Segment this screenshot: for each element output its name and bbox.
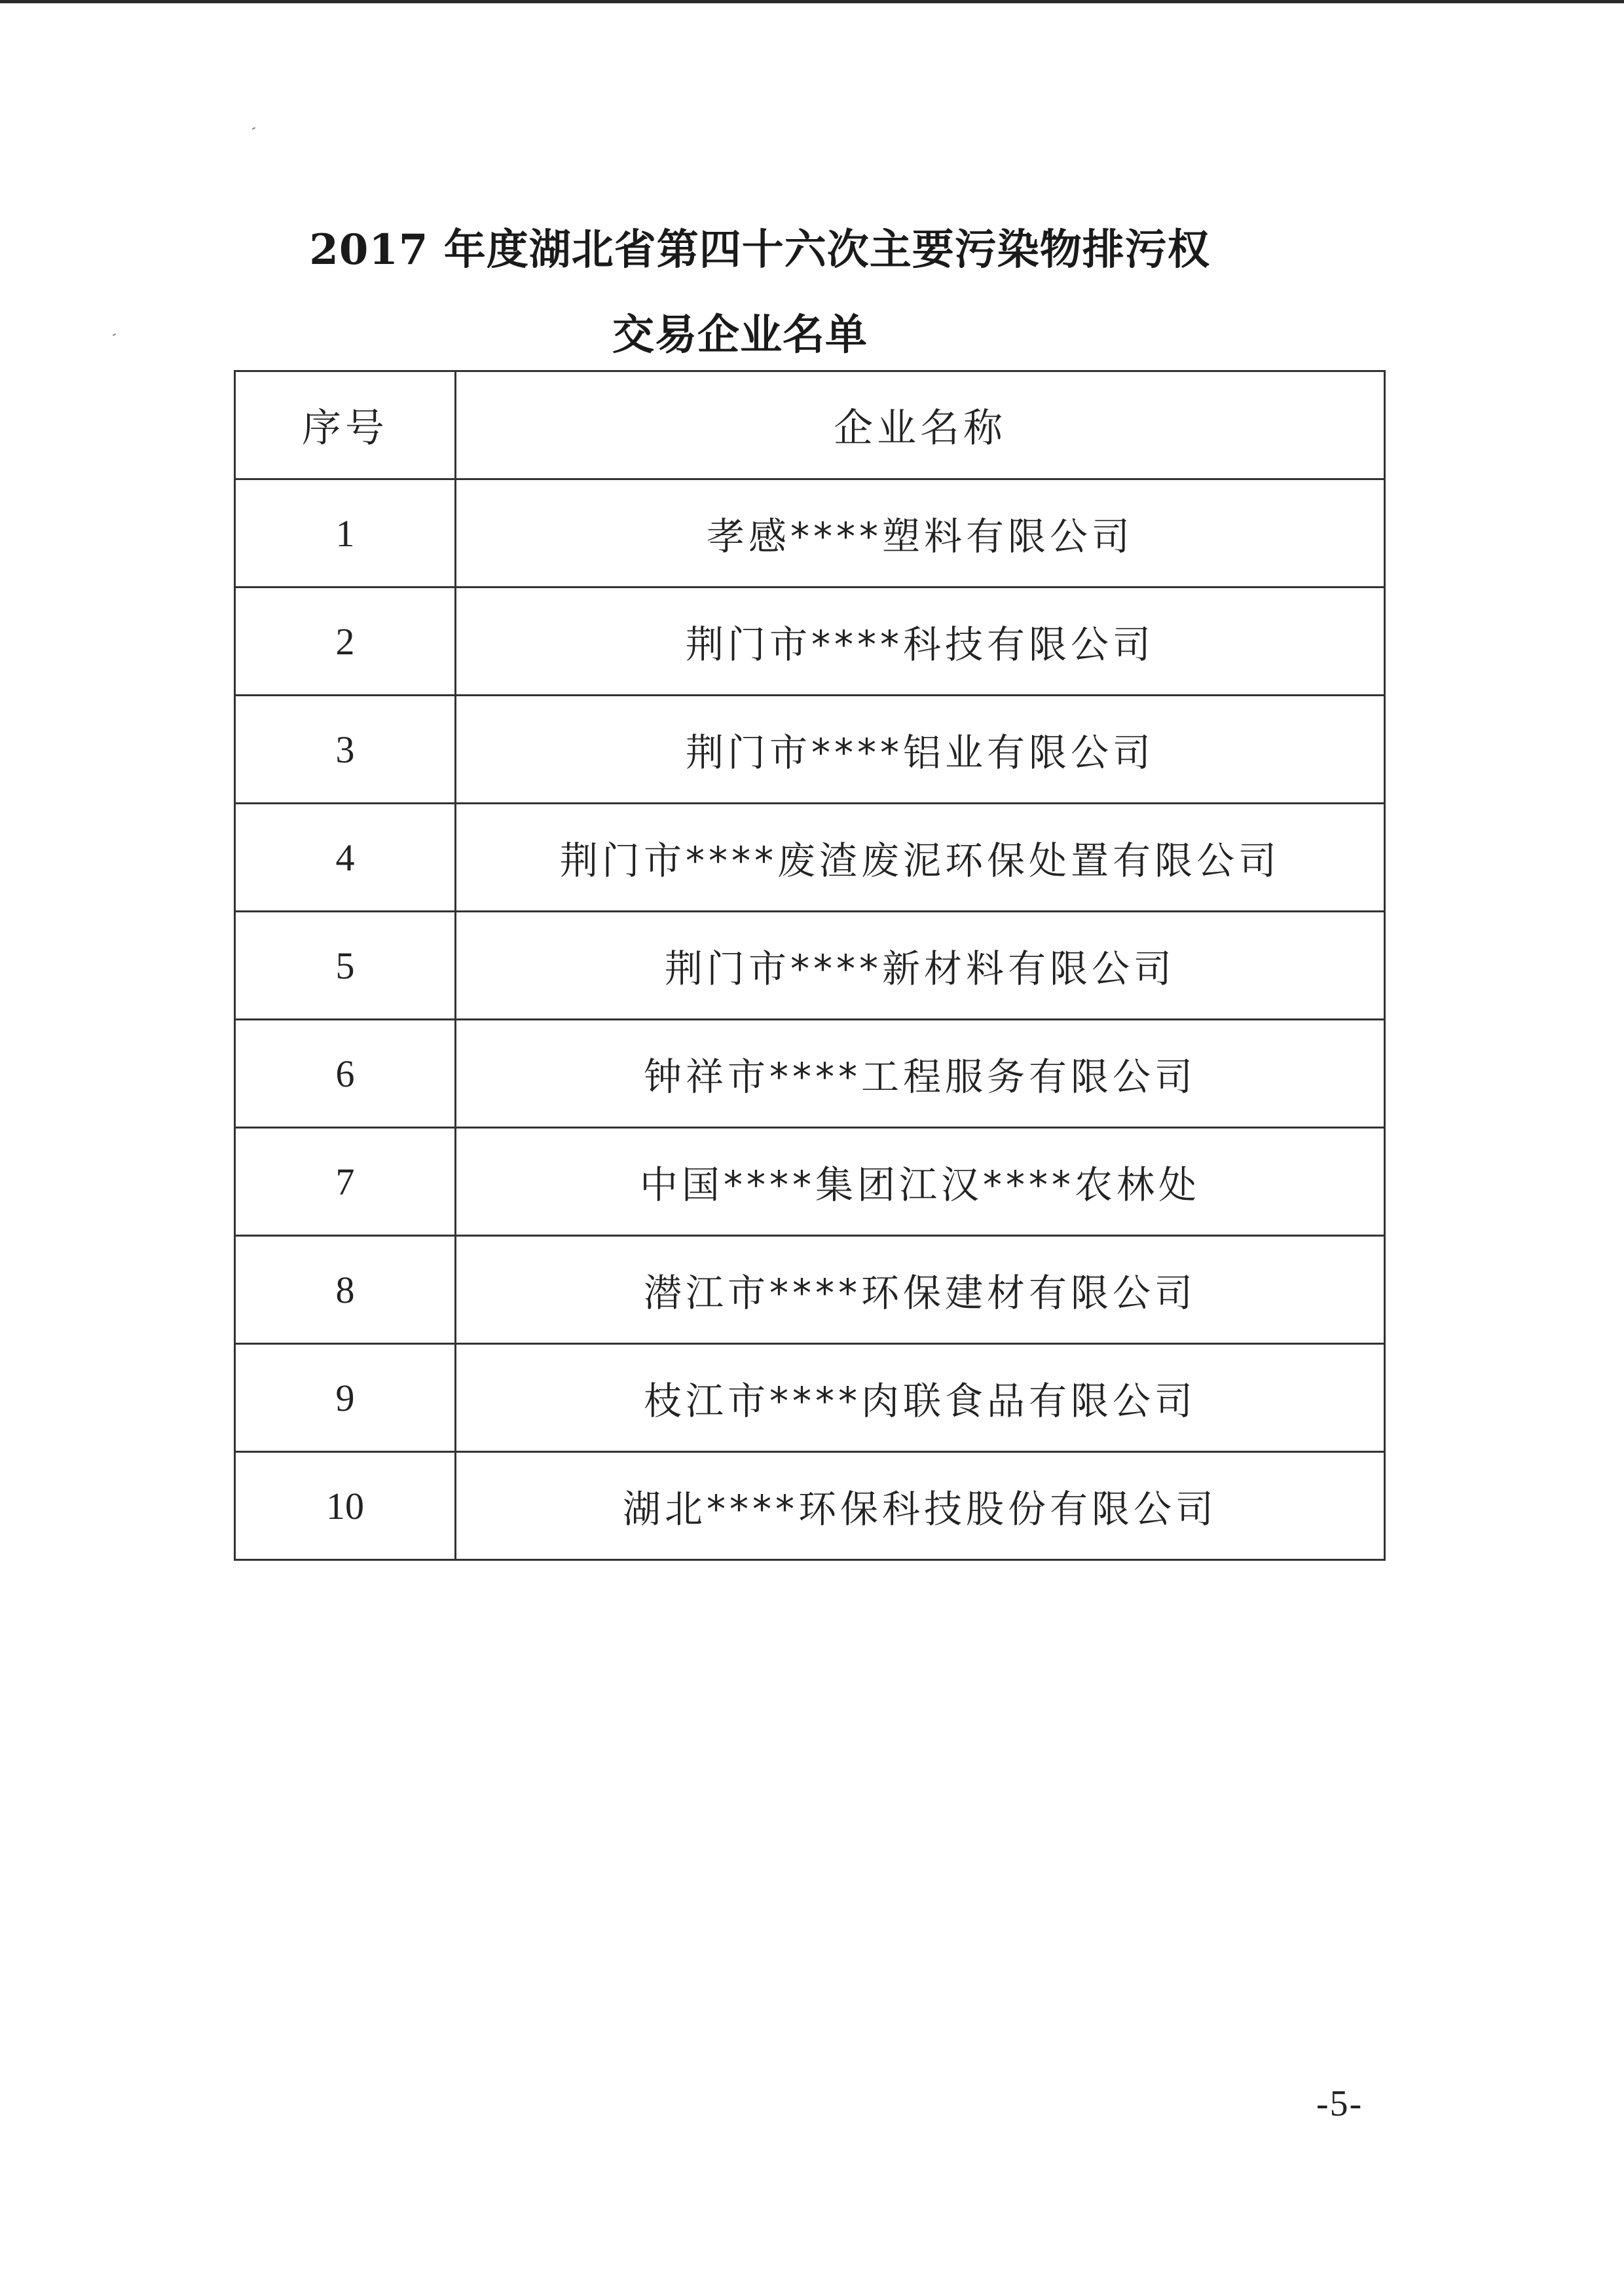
document-title-line-1: 2017 年度湖北省第四十六次主要污染物排污权 bbox=[309, 225, 1210, 274]
enterprise-list-table bbox=[234, 370, 1386, 1561]
enterprise-name-cell: 荆门市****新材料有限公司 bbox=[456, 912, 1385, 1020]
table-row bbox=[235, 588, 1385, 696]
scan-top-edge bbox=[0, 0, 1624, 3]
enterprise-name-cell: 枝江市****肉联食品有限公司 bbox=[456, 1344, 1385, 1452]
enterprise-name-cell: 孝感****塑料有限公司 bbox=[456, 479, 1385, 588]
serial-number-cell: 9 bbox=[235, 1344, 456, 1452]
enterprise-name-cell: 荆门市****废渣废泥环保处置有限公司 bbox=[456, 804, 1385, 912]
enterprise-name-cell: 钟祥市****工程服务有限公司 bbox=[456, 1020, 1385, 1128]
serial-number-cell: 7 bbox=[235, 1128, 456, 1236]
document-title-line-2: 交易企业名单 bbox=[612, 310, 868, 360]
table-row bbox=[235, 1344, 1385, 1452]
enterprise-name-cell: 荆门市****科技有限公司 bbox=[456, 588, 1385, 696]
table-row bbox=[235, 1128, 1385, 1236]
enterprise-name-cell: 荆门市****铝业有限公司 bbox=[456, 696, 1385, 804]
serial-number-cell: 1 bbox=[235, 479, 456, 588]
serial-number-cell: 6 bbox=[235, 1020, 456, 1128]
serial-number-cell: 3 bbox=[235, 696, 456, 804]
table-row bbox=[235, 1452, 1385, 1560]
table-row bbox=[235, 1236, 1385, 1344]
table-row bbox=[235, 696, 1385, 804]
serial-number-cell: 4 bbox=[235, 804, 456, 912]
header-enterprise-name: 企业名称 bbox=[456, 371, 1385, 479]
header-serial-number: 序号 bbox=[235, 371, 456, 479]
table-row bbox=[235, 912, 1385, 1020]
table-header-row bbox=[235, 371, 1385, 479]
enterprise-name-cell: 潜江市****环保建材有限公司 bbox=[456, 1236, 1385, 1344]
serial-number-cell: 10 bbox=[235, 1452, 456, 1560]
serial-number-cell: 2 bbox=[235, 588, 456, 696]
table-row bbox=[235, 804, 1385, 912]
page-number: -5- bbox=[1316, 2083, 1363, 2124]
enterprise-name-cell: 湖北****环保科技股份有限公司 bbox=[456, 1452, 1385, 1560]
enterprise-name-cell: 中国****集团江汉****农林处 bbox=[456, 1128, 1385, 1236]
table-row bbox=[235, 1020, 1385, 1128]
serial-number-cell: 8 bbox=[235, 1236, 456, 1344]
serial-number-cell: 5 bbox=[235, 912, 456, 1020]
scan-speck bbox=[252, 127, 255, 130]
table-row bbox=[235, 479, 1385, 588]
